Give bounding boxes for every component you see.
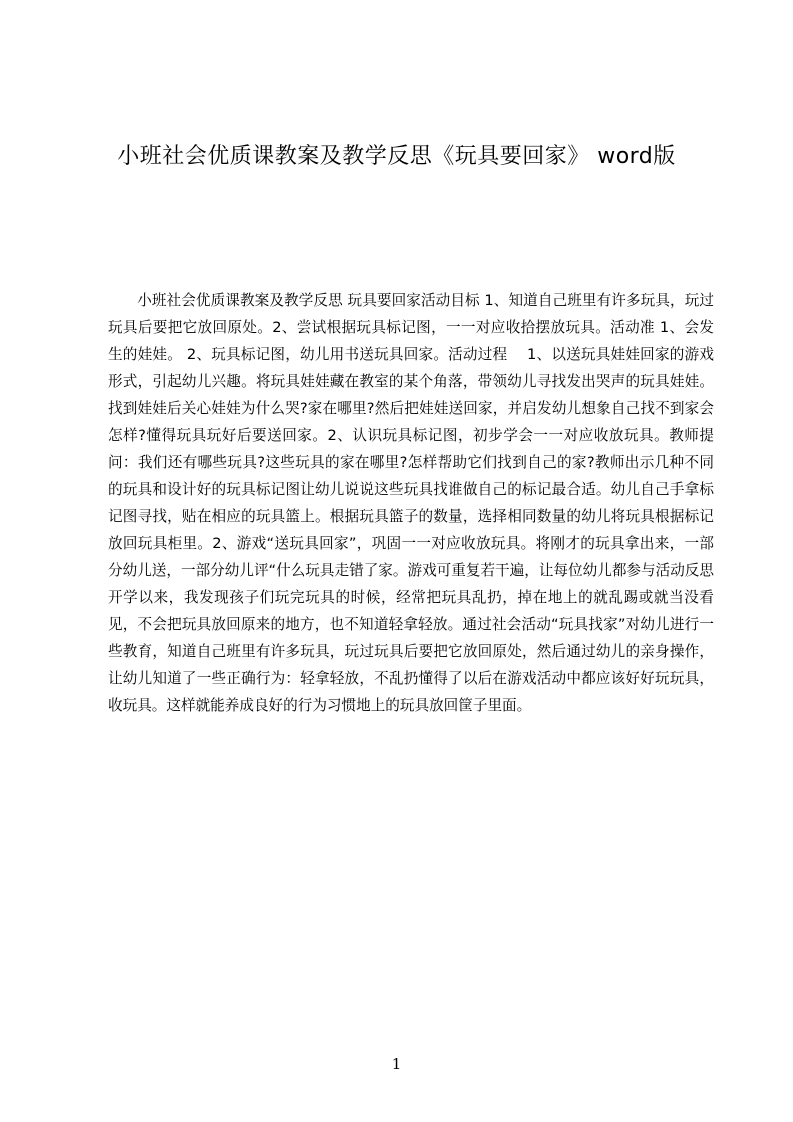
document-body-paragraph: 小班社会优质课教案及教学反思 玩具要回家活动目标 1、知道自己班里有许多玩具，玩过玩具后要把它放回原处。2、尝试根据玩具标记图，一一对应收拾摆放玩具。活动准 1、会发生的娃娃。 2、玩具标记图，幼儿用书送玩具回家。活动过程 1、以送玩具娃娃回家的游戏形式，引起幼儿兴趣。将玩具娃娃藏在教室的某个角落，带领幼儿寻找发出哭声的玩具娃娃。找到娃娃后关心娃娃为什么哭?家在哪里?然后把娃娃送回家，并启发幼儿想象自己找不到家会怎样?懂得玩具玩好后要送回家。2、认识玩具标记图，初步学会一一对应收放玩具。教师提问：我们还有哪些玩具?这些玩具的家在哪里?怎样帮助它们找到自己的家?教师出示几种不同的玩具和设计好的玩具标记图让幼儿说说这些玩具找谁做自己的标记最合适。幼儿自己手拿标记图寻找，贴在相应的玩具篮上。根据玩具篮子的数量，选择相同数量的幼儿将玩具根据标记放回玩具柜里。2、游戏“送玩具回家”，巩固一一对应收放玩具。将刚才的玩具拿出来，一部分幼儿送，一部分幼儿评“什么玩具走错了家。游戏可重复若干遍，让每位幼儿都参与活动反思开学以来，我发现孩子们玩完玩具的时候，经常把玩具乱扔，掉在地上的就乱踢或就当没看见，不会把玩具放回原来的地方，也不知道轻拿轻放。通过社会活动“玩具找家”对幼儿进行一些教育，知道自己班里有许多玩具，玩过玩具后要把它放回原处，然后通过幼儿的亲身操作，让幼儿知道了一些正确行为：轻拿轻放，不乱扔懂得了以后在游戏活动中都应该好好玩玩具，收玩具。这样就能养成良好的行为习惯地上的玩具放回筐子里面。 bbox=[108, 292, 714, 714]
page-number: 1 bbox=[391, 1055, 402, 1073]
document-title: 小班社会优质课教案及教学反思《玩具要回家》 word版 bbox=[117, 144, 676, 169]
